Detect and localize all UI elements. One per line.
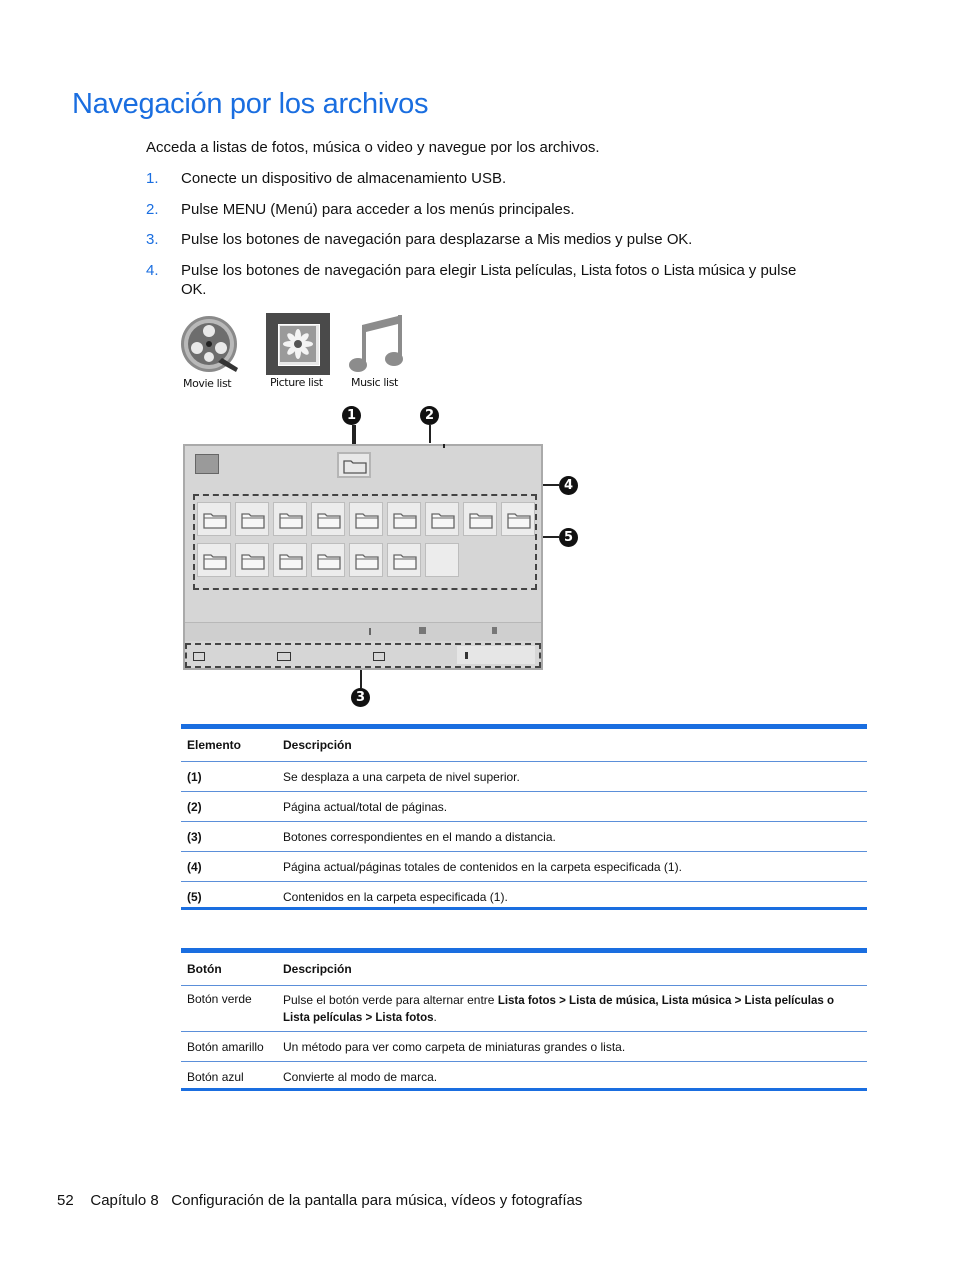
cell-text: Pulse el botón verde para alternar entre — [283, 992, 498, 1007]
page-footer — [57, 1192, 582, 1209]
key-menu: MENU — [222, 201, 267, 218]
page-number: 52 — [57, 1192, 74, 1209]
key-ok: OK — [666, 231, 689, 248]
key-lista-peliculas: Lista películas — [480, 262, 573, 279]
table-cell — [277, 986, 867, 1032]
yellow-button-icon — [277, 652, 291, 661]
music-note-icon — [346, 311, 406, 373]
step-number: 1. — [146, 170, 159, 187]
table-cell: Un método para ver como carpeta de miniaturas grandes o lista. — [277, 1032, 867, 1062]
step-text-part: Pulse los botones de navegación para desplazarse a — [181, 231, 538, 248]
chapter-label: Capítulo 8 — [90, 1192, 159, 1209]
elements-table — [181, 729, 867, 912]
step-text-part: Pulse — [181, 201, 223, 218]
folder-icon[interactable] — [311, 543, 345, 577]
table-row — [181, 1062, 867, 1092]
table-cell: (4) — [181, 852, 277, 882]
key-lista-fotos: Lista fotos — [580, 262, 647, 279]
folder-icon[interactable] — [501, 502, 535, 536]
table-cell: Página actual/páginas totales de contenidos en la carpeta especificada (1). — [277, 852, 867, 882]
chapter-title: Configuración de la pantalla para música, vídeos y fotografías — [171, 1192, 583, 1209]
intro-text: Acceda a listas de fotos, música o video y navegue por los archivos. — [146, 139, 600, 156]
leader-line — [429, 425, 431, 443]
step-number: 3. — [146, 231, 159, 248]
blue-button-icon — [373, 652, 385, 661]
callout-1: 1 — [342, 406, 361, 425]
leader-line — [360, 668, 362, 688]
table-row — [181, 762, 867, 792]
step-text-part: o — [646, 262, 664, 279]
step-text: Conecte un dispositivo de almacenamiento USB. — [181, 170, 507, 187]
folder-icon[interactable] — [425, 502, 459, 536]
folder-icon[interactable] — [197, 543, 231, 577]
picture-list-label: Picture list — [270, 376, 323, 389]
movie-list-label: Movie list — [183, 377, 232, 390]
table-cell: Página actual/total de páginas. — [277, 792, 867, 822]
parent-folder-icon — [337, 452, 371, 478]
cell-bold-text: Lista fotos > Lista de música, Lista música > Lista películas o Lista películas > Lista fotos — [283, 994, 834, 1024]
table-cell: Convierte al modo de marca. — [277, 1062, 867, 1092]
folder-icon[interactable] — [235, 502, 269, 536]
table-cell: Botón amarillo — [181, 1032, 277, 1062]
file-browser-screen — [183, 444, 543, 670]
key-mis-medios: Mis medios — [537, 231, 611, 248]
step-text-part: y pulse — [744, 262, 797, 279]
table-cell: Botones correspondientes en el mando a distancia. — [277, 822, 867, 852]
table-header: Elemento — [187, 738, 242, 752]
table-header: Descripción — [283, 738, 352, 752]
table-row — [181, 822, 867, 852]
callout-5: 5 — [559, 528, 578, 547]
folder-icon[interactable] — [235, 543, 269, 577]
buttons-table — [181, 953, 867, 1092]
cell-text: . — [433, 1009, 437, 1024]
folder-icon[interactable] — [349, 543, 383, 577]
folder-icon[interactable] — [463, 502, 497, 536]
table1-bottom-rule — [181, 907, 867, 910]
step-text-part: . — [202, 281, 207, 298]
table-cell: (5) — [181, 882, 277, 912]
music-list-label: Music list — [351, 376, 398, 389]
step-text-part: Pulse los botones de navegación para elegir — [181, 262, 481, 279]
folder-icon[interactable] — [387, 543, 421, 577]
table-row — [181, 1032, 867, 1062]
step-text — [181, 230, 861, 249]
page-title: Navegación por los archivos — [72, 88, 429, 120]
table-cell: Botón verde — [181, 986, 277, 1032]
picture-thumbnail-icon — [195, 454, 219, 474]
step-text-part: y pulse — [610, 231, 667, 248]
table-header: Descripción — [283, 962, 352, 976]
table-header: Botón — [187, 962, 222, 976]
table-row — [181, 792, 867, 822]
callout-2: 2 — [420, 406, 439, 425]
step-number: 2. — [146, 201, 159, 218]
step-text — [181, 200, 861, 219]
table-cell: Botón azul — [181, 1062, 277, 1092]
folder-icon[interactable] — [349, 502, 383, 536]
table-cell: Se desplaza a una carpeta de nivel superior. — [277, 762, 867, 792]
table-cell: Contenidos en la carpeta especificada (1). — [277, 882, 867, 912]
status-bar — [185, 622, 541, 641]
step-text-part: , — [572, 262, 581, 279]
folder-icon[interactable] — [273, 543, 307, 577]
table-cell: (3) — [181, 822, 277, 852]
folder-icon[interactable] — [273, 502, 307, 536]
key-lista-musica: Lista música — [663, 262, 745, 279]
step-number: 4. — [146, 262, 159, 279]
empty-slot — [425, 543, 459, 577]
table-row — [181, 852, 867, 882]
table-cell: (1) — [181, 762, 277, 792]
table2-bottom-rule — [181, 1088, 867, 1091]
picture-icon — [266, 313, 330, 375]
step-text-part: . — [688, 231, 693, 248]
mark-area — [457, 646, 535, 664]
film-reel-icon — [180, 312, 240, 376]
key-ok: OK — [181, 281, 203, 298]
step-text — [181, 261, 861, 299]
folder-icon[interactable] — [197, 502, 231, 536]
folder-icon[interactable] — [311, 502, 345, 536]
table-row — [181, 986, 867, 1032]
callout-3: 3 — [351, 688, 370, 707]
callout-4: 4 — [559, 476, 578, 495]
green-button-icon — [193, 652, 205, 661]
table-cell: (2) — [181, 792, 277, 822]
folder-icon[interactable] — [387, 502, 421, 536]
step-text-part: (Menú) para acceder a los menús principales. — [266, 201, 575, 218]
